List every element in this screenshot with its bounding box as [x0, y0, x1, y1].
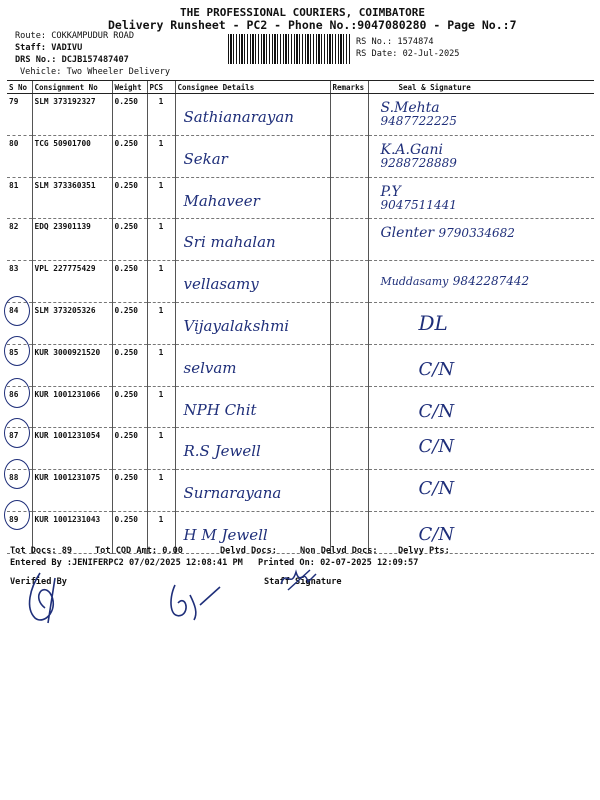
- table-row: [7, 94, 594, 136]
- verifier-signature: [20, 568, 80, 628]
- row-consignment: SLM 373360351: [32, 177, 112, 219]
- row-consignee: Sathianarayan: [183, 108, 294, 126]
- verified-by-label: Verified By: [10, 577, 67, 587]
- row-remarks: [330, 94, 368, 136]
- row-consignee: Sekar: [183, 149, 228, 168]
- row-remarks: [330, 470, 368, 512]
- row-sno: 85: [7, 344, 32, 386]
- row-sno: 88: [7, 470, 32, 512]
- row-pcs: 1: [147, 302, 175, 344]
- row-consignee-cell: [175, 470, 330, 512]
- row-sno: 84: [7, 302, 32, 344]
- row-consignee: Surnarayana: [183, 484, 282, 503]
- row-sno: 89: [7, 511, 32, 553]
- table-row: [7, 219, 594, 261]
- row-weight: 0.250: [112, 470, 147, 512]
- total-cod: Tot COD Amt: 0.00: [95, 546, 183, 556]
- printed-on: Printed On: 02-07-2025 12:09:57: [258, 558, 419, 568]
- row-weight: 0.250: [112, 344, 147, 386]
- rs-date: RS Date: 02-Jul-2025: [356, 49, 460, 59]
- company-title: THE PROFESSIONAL COURIERS, COIMBATORE: [180, 6, 426, 19]
- row-sno: 81: [7, 177, 32, 219]
- col-sno: S No: [7, 81, 32, 94]
- staff-signature: [276, 564, 326, 594]
- ink-circle-88: [4, 459, 30, 489]
- row-sno: 79: [7, 94, 32, 136]
- row-consignment: EDQ 23901139: [32, 219, 112, 261]
- row-pcs: 1: [147, 177, 175, 219]
- row-consignee: Sri mahalan: [183, 233, 276, 252]
- row-remarks: [330, 302, 368, 344]
- row-consignee: vellasamy: [183, 275, 259, 294]
- row-consignment: KUR 1001231075: [32, 470, 112, 512]
- row-sno: 82: [7, 219, 32, 261]
- table-row: [7, 135, 594, 177]
- ink-circle-89: [4, 500, 30, 530]
- row-signature-cell: [368, 386, 594, 428]
- barcode: [228, 34, 350, 64]
- row-remarks: [330, 177, 368, 219]
- rs-number: RS No.: 1574874: [356, 37, 434, 47]
- row-consignee-cell: [175, 219, 330, 261]
- row-signature: Muddasamy 9842287442: [380, 274, 530, 289]
- entered-by: Entered By :JENIFERPC2 07/02/2025 12:08:41 PM: [10, 558, 243, 568]
- row-signature: Glenter 9790334682: [380, 225, 515, 242]
- row-remarks: [330, 219, 368, 261]
- row-consignee-cell: [175, 261, 330, 303]
- runsheet-subtitle: Delivery Runsheet - PC2 - Phone No.:9047080280 - Page No.:7: [108, 18, 517, 32]
- row-sno: 83: [7, 261, 32, 303]
- row-pcs: 1: [147, 219, 175, 261]
- row-signature: DL: [418, 310, 448, 335]
- row-signature-cell: [368, 470, 594, 512]
- row-signature-cell: [368, 261, 594, 303]
- row-consignment: KUR 3000921520: [32, 344, 112, 386]
- row-remarks: [330, 428, 368, 470]
- row-signature-cell: [368, 135, 594, 177]
- row-weight: 0.250: [112, 219, 147, 261]
- delivery-points: Delvy Pts:: [398, 546, 450, 556]
- row-remarks: [330, 344, 368, 386]
- row-weight: 0.250: [112, 177, 147, 219]
- row-consignee: Vijayalakshmi: [183, 316, 290, 335]
- drs-number: DRS No.: DCJB157487407: [15, 55, 129, 65]
- row-consignee-cell: [175, 386, 330, 428]
- entered-signature: [160, 575, 230, 635]
- row-consignee-cell: [175, 302, 330, 344]
- vehicle-label: Vehicle: Two Wheeler Delivery: [20, 67, 171, 77]
- route-label: Route: COKKAMPUDUR ROAD: [15, 31, 134, 41]
- row-signature: C/N: [418, 400, 455, 422]
- row-signature: C/N: [418, 358, 455, 380]
- row-consignment: KUR 1001231066: [32, 386, 112, 428]
- row-signature-cell: [368, 302, 594, 344]
- row-signature: P.Y 9047511441: [380, 183, 457, 212]
- row-consignment: VPL 227775429: [32, 261, 112, 303]
- row-consignee-cell: [175, 344, 330, 386]
- row-consignee: selvam: [183, 358, 237, 377]
- row-pcs: 1: [147, 470, 175, 512]
- row-remarks: [330, 135, 368, 177]
- row-signature-cell: [368, 177, 594, 219]
- row-signature: C/N: [418, 478, 455, 500]
- row-consignee-cell: [175, 94, 330, 136]
- row-weight: 0.250: [112, 386, 147, 428]
- row-sno: 87: [7, 428, 32, 470]
- col-pcs: PCS: [147, 81, 175, 94]
- col-signature: Seal & Signature: [368, 81, 594, 94]
- row-signature-cell: [368, 344, 594, 386]
- row-pcs: 1: [147, 511, 175, 553]
- row-consignment: TCG 50901700: [32, 135, 112, 177]
- row-remarks: [330, 386, 368, 428]
- runsheet-table: [7, 80, 594, 554]
- table-header: [7, 81, 594, 94]
- row-consignee: H M Jewell: [183, 525, 268, 544]
- row-consignment: KUR 1001231043: [32, 511, 112, 553]
- col-consignment: Consignment No: [32, 81, 112, 94]
- row-consignment: SLM 373192327: [32, 94, 112, 136]
- total-docs: Tot Docs: 89: [10, 546, 73, 556]
- row-pcs: 1: [147, 428, 175, 470]
- row-remarks: [330, 261, 368, 303]
- table-row: [7, 386, 594, 428]
- col-consignee: Consignee Details: [175, 81, 330, 94]
- table-row: [7, 470, 594, 512]
- row-pcs: 1: [147, 94, 175, 136]
- row-consignee-cell: [175, 135, 330, 177]
- row-weight: 0.250: [112, 94, 147, 136]
- non-delivered-docs: Non Delvd Docs:: [300, 546, 378, 556]
- row-signature: S.Mehta 9487722225: [380, 100, 457, 128]
- ink-circle-86: [4, 378, 30, 408]
- row-consignee: R.S Jewell: [183, 442, 261, 461]
- row-weight: 0.250: [112, 261, 147, 303]
- ink-circle-85: [4, 336, 30, 366]
- row-weight: 0.250: [112, 428, 147, 470]
- row-pcs: 1: [147, 261, 175, 303]
- table-row: [7, 428, 594, 470]
- table-row: [7, 302, 594, 344]
- row-signature: C/N: [418, 436, 455, 458]
- row-signature-cell: [368, 219, 594, 261]
- row-consignment: KUR 1001231054: [32, 428, 112, 470]
- table-row: [7, 261, 594, 303]
- row-consignee-cell: [175, 177, 330, 219]
- table-row: [7, 344, 594, 386]
- row-signature: K.A.Gani 9288728889: [380, 141, 457, 170]
- row-consignee: Mahaveer: [183, 191, 260, 210]
- row-weight: 0.250: [112, 302, 147, 344]
- staff-signature-label: Staff Signature: [264, 577, 342, 587]
- row-signature-cell: [368, 428, 594, 470]
- ink-circle-87: [4, 418, 30, 448]
- ink-circle-84: [4, 296, 30, 326]
- row-weight: 0.250: [112, 135, 147, 177]
- row-pcs: 1: [147, 386, 175, 428]
- row-weight: 0.250: [112, 511, 147, 553]
- row-pcs: 1: [147, 135, 175, 177]
- col-weight: Weight: [112, 81, 147, 94]
- row-consignment: SLM 373205326: [32, 302, 112, 344]
- staff-label: Staff: VADIVU: [15, 43, 83, 53]
- row-signature: C/N: [418, 523, 455, 545]
- row-sno: 86: [7, 386, 32, 428]
- col-remarks: Remarks: [330, 81, 368, 94]
- row-signature-cell: [368, 94, 594, 136]
- table-row: [7, 177, 594, 219]
- row-sno: 80: [7, 135, 32, 177]
- row-consignee-cell: [175, 428, 330, 470]
- row-consignee: NPH Chit: [183, 400, 257, 419]
- row-pcs: 1: [147, 344, 175, 386]
- delivered-docs: Delvd Docs:: [220, 546, 277, 556]
